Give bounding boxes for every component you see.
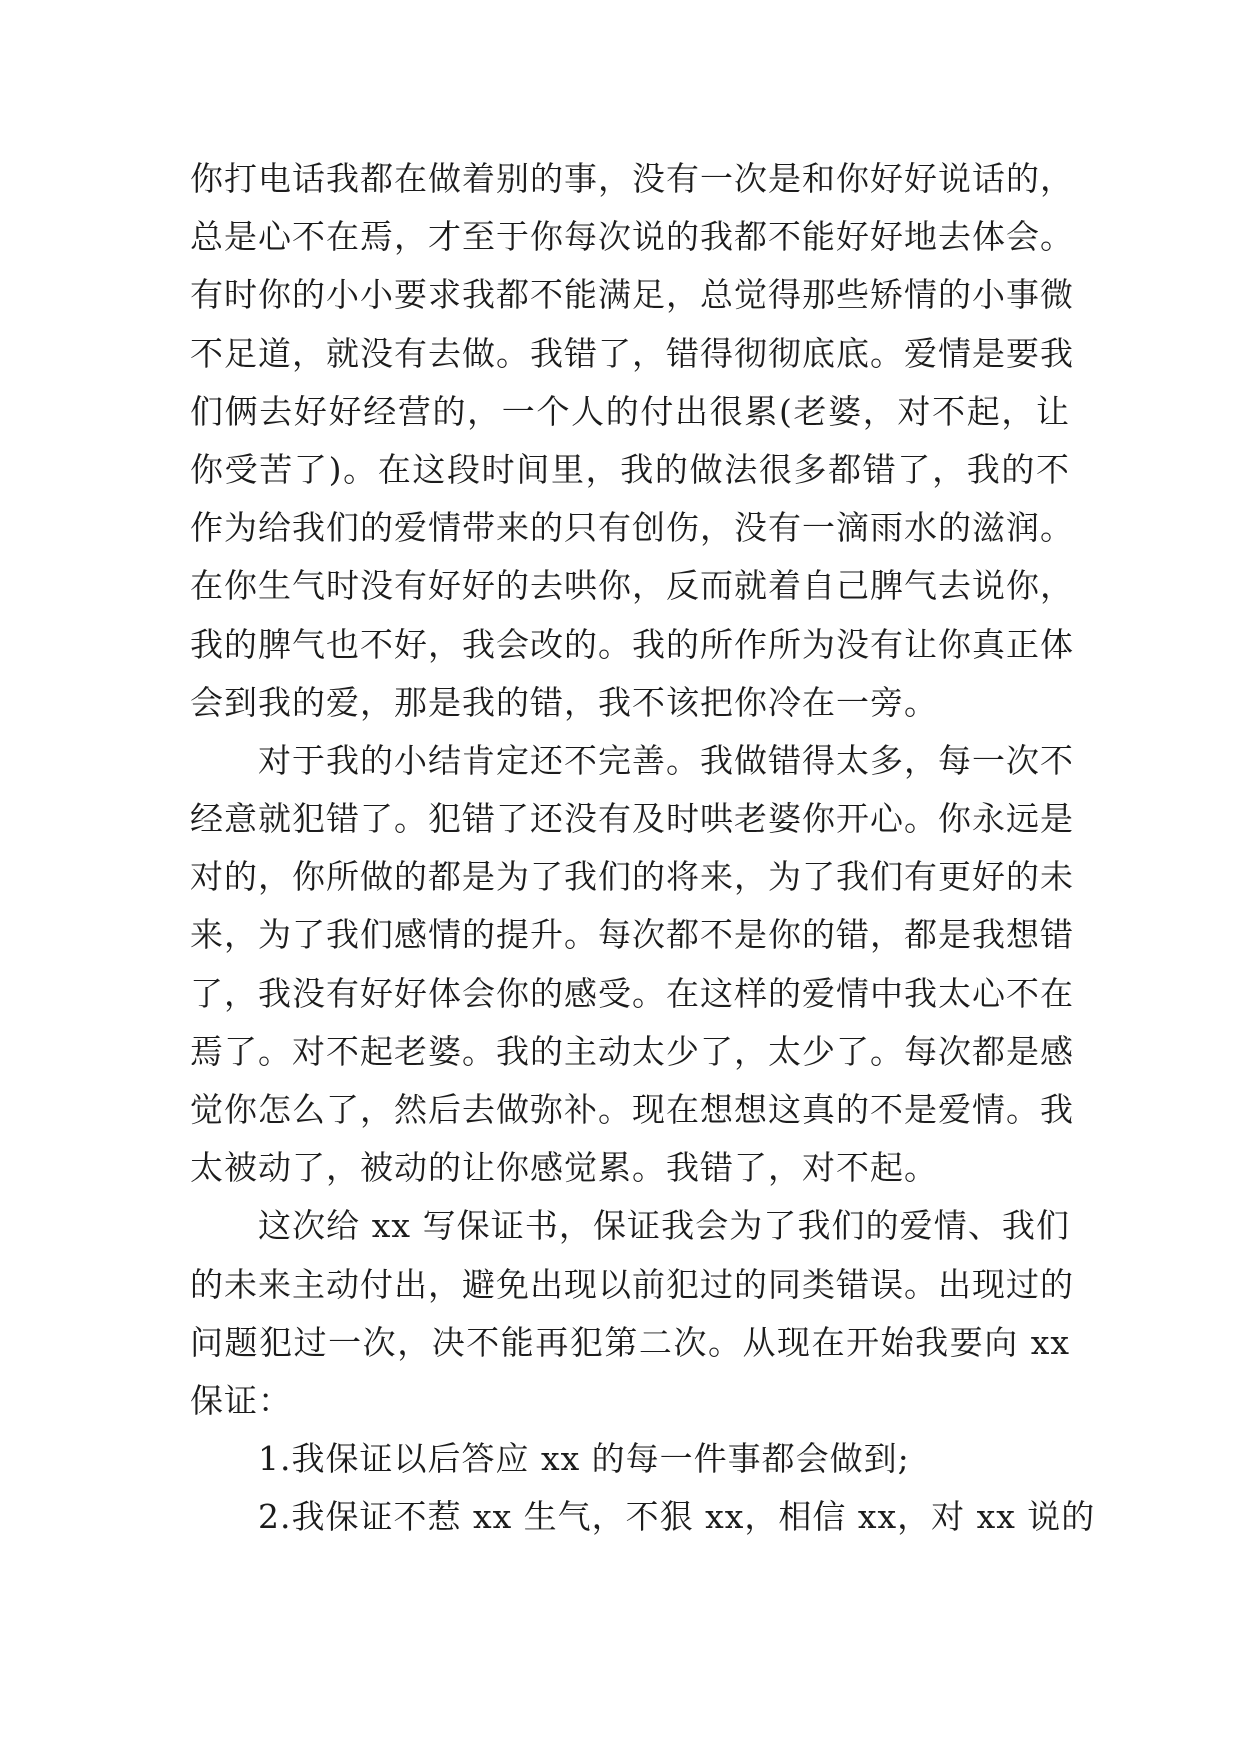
text-line: 你打电话我都在做着别的事，没有一次是和你好好说话的， [190, 159, 1074, 198]
text-line: 觉你怎么了，然后去做弥补。现在想想这真的不是爱情。我 [190, 1090, 1074, 1129]
text-line: 总是心不在焉，才至于你每次说的我都不能好好地去体会。 [190, 217, 1074, 257]
text-line: 在你生气时没有好好的去哄你，反而就着自己脾气去说你， [190, 566, 1074, 606]
text-line: 了，我没有好好体会你的感受。在这样的爱情中我太心不在 [190, 973, 1074, 1013]
text-line: 们俩去好好经营的，一个人的付出很累(老婆，对不起，让 [190, 391, 1070, 431]
text-line: 会到我的爱，那是我的错，我不该把你冷在一旁。 [190, 682, 938, 722]
text-line: 焉了。对不起老婆。我的主动太少了，太少了。每次都是感 [190, 1031, 1074, 1071]
text-line: 对于我的小结肯定还不完善。我做错得太多，每一次不 [258, 740, 1074, 780]
text-line: 你受苦了)。在这段时间里，我的做法很多都错了，我的不 [190, 449, 1070, 489]
text-line: 的未来主动付出，避免出现以前犯过的同类错误。出现过的 [190, 1264, 1074, 1304]
text-line: 我的脾气也不好，我会改的。我的所作所为没有让你真正体 [190, 624, 1074, 664]
text-line: 太被动了，被动的让你感觉累。我错了，对不起。 [190, 1148, 938, 1188]
text-line: 对的，你所做的都是为了我们的将来，为了我们有更好的未 [190, 857, 1074, 897]
body-text [190, 150, 1096, 1547]
text-line: 1.我保证以后答应 xx 的每一件事都会做到; [258, 1439, 910, 1479]
text-line: 有时你的小小要求我都不能满足，总觉得那些矫情的小事微 [190, 275, 1074, 315]
text-line: 来，为了我们感情的提升。每次都不是你的错，都是我想错 [190, 915, 1074, 955]
text-line: 问题犯过一次，决不能再犯第二次。从现在开始我要向 xx [190, 1322, 1070, 1362]
text-line: 2.我保证不惹 xx 生气，不狠 xx，相信 xx，对 xx 说的 [258, 1497, 1096, 1537]
text-line: 经意就犯错了。犯错了还没有及时哄老婆你开心。你永远是 [190, 799, 1074, 839]
text-line: 保证： [190, 1380, 292, 1420]
text-line: 这次给 xx 写保证书，保证我会为了我们的爱情、我们 [258, 1206, 1070, 1246]
text-line: 作为给我们的爱情带来的只有创伤，没有一滴雨水的滋润。 [190, 508, 1074, 548]
text-line: 不足道，就没有去做。我错了，错得彻彻底底。爱情是要我 [190, 333, 1074, 373]
